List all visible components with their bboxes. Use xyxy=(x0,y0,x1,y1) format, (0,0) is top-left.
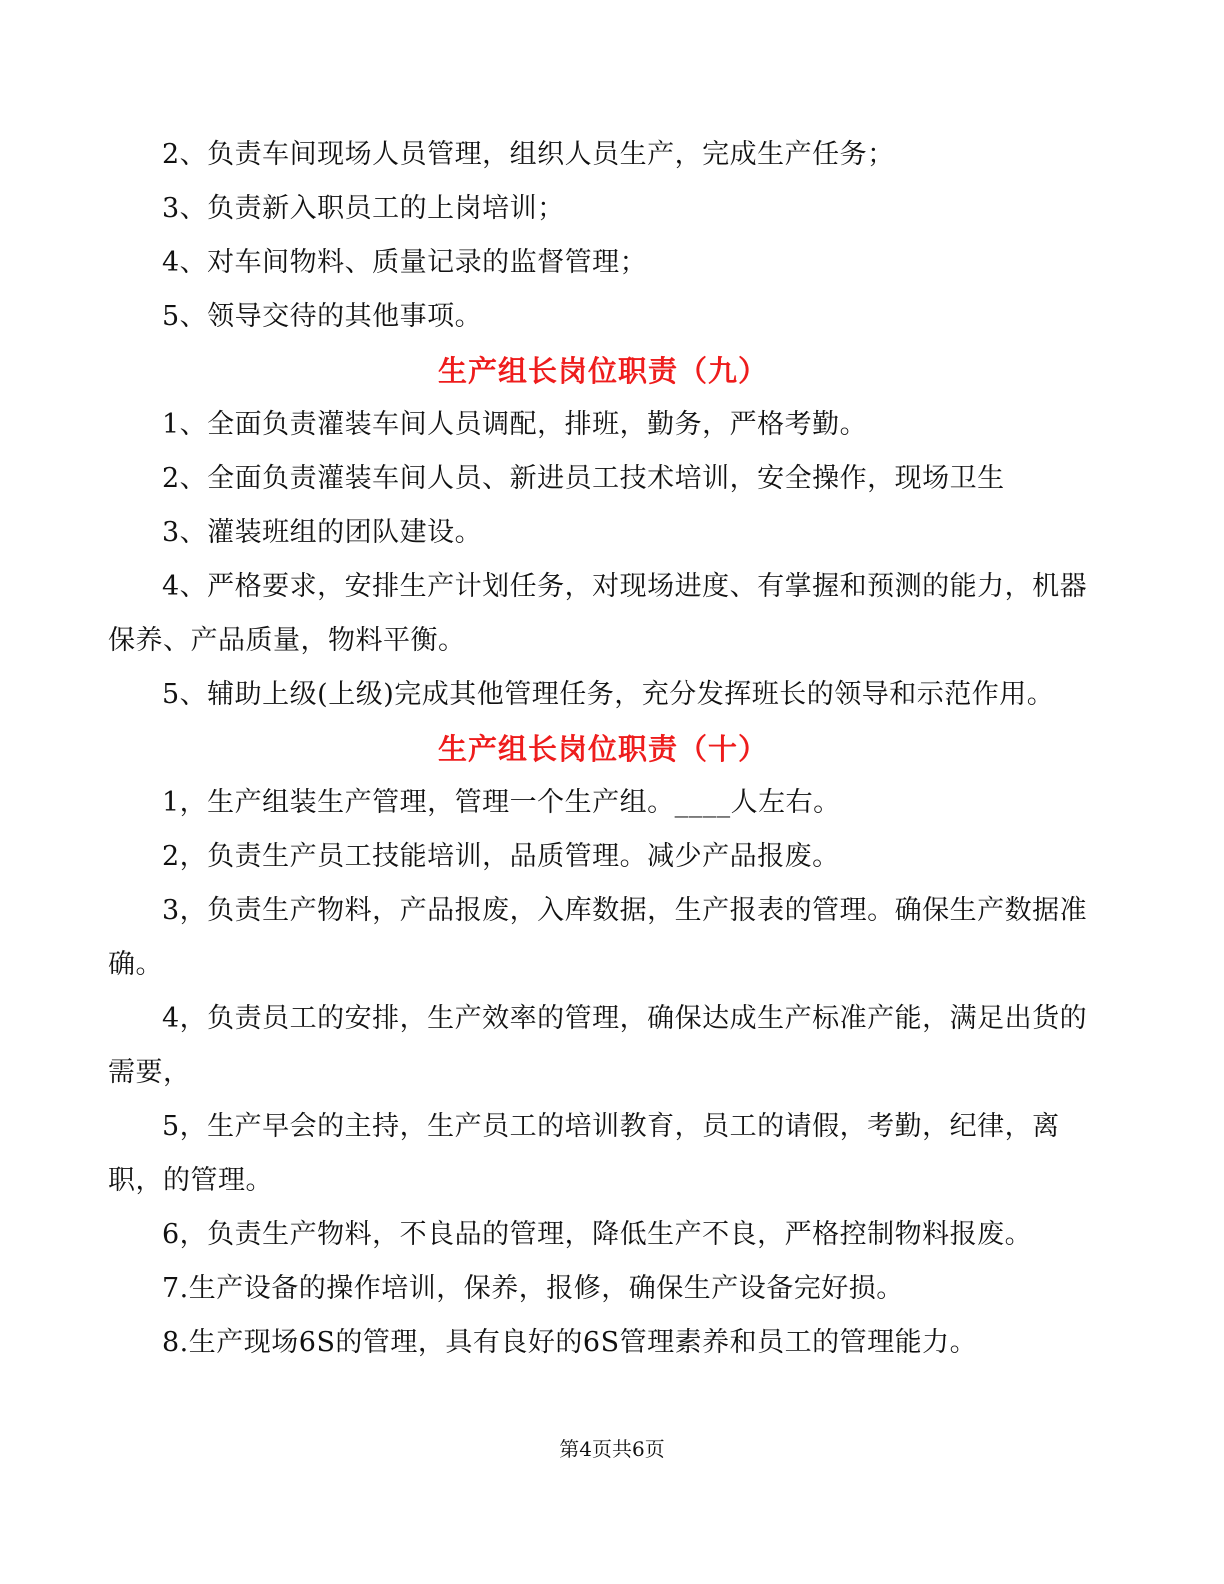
list-item: 1、全面负责灌装车间人员调配，排班，勤务，严格考勤。 xyxy=(162,409,868,440)
section-title-9: 生产组长岗位职责（九） xyxy=(437,354,768,388)
list-item: 5，生产早会的主持，生产员工的培训教育，员工的请假，考勤，纪律，离职，的管理。 xyxy=(108,1111,1060,1196)
list-item: 2、全面负责灌装车间人员、新进员工技术培训，安全操作，现场卫生 xyxy=(162,463,1005,494)
list-item: 4，负责员工的安排，生产效率的管理，确保达成生产标准产能，满足出货的需要， xyxy=(108,1003,1088,1088)
list-item: 3、灌装班组的团队建设。 xyxy=(162,517,483,548)
list-item: 8.生产现场6S的管理，具有良好的6S管理素养和员工的管理能力。 xyxy=(162,1327,978,1358)
list-item: 2、负责车间现场人员管理，组织人员生产，完成生产任务； xyxy=(162,139,895,170)
document-body xyxy=(108,128,1098,1370)
list-item: 1，生产组装生产管理，管理一个生产组。____人左右。 xyxy=(162,787,841,818)
list-item: 3、负责新入职员工的上岗培训； xyxy=(162,193,565,224)
list-item: 6，负责生产物料，不良品的管理，降低生产不良，严格控制物料报废。 xyxy=(162,1219,1033,1250)
list-item: 2，负责生产员工技能培训，品质管理。减少产品报废。 xyxy=(162,841,840,872)
list-item: 4、严格要求，安排生产计划任务，对现场进度、有掌握和预测的能力，机器保养、产品质量，物料平衡。 xyxy=(108,571,1088,656)
list-item: 5、辅助上级(上级)完成其他管理任务，充分发挥班长的领导和示范作用。 xyxy=(162,679,1055,710)
list-item: 4、对车间物料、质量记录的监督管理； xyxy=(162,247,648,278)
section-title-10: 生产组长岗位职责（十） xyxy=(437,732,768,766)
list-item: 3，负责生产物料，产品报废，入库数据，生产报表的管理。确保生产数据准确。 xyxy=(108,895,1088,980)
list-item: 5、领导交待的其他事项。 xyxy=(162,301,483,332)
list-item: 7.生产设备的操作培训，保养，报修，确保生产设备完好损。 xyxy=(162,1273,904,1304)
page-number: 第4页共6页 xyxy=(559,1437,665,1461)
